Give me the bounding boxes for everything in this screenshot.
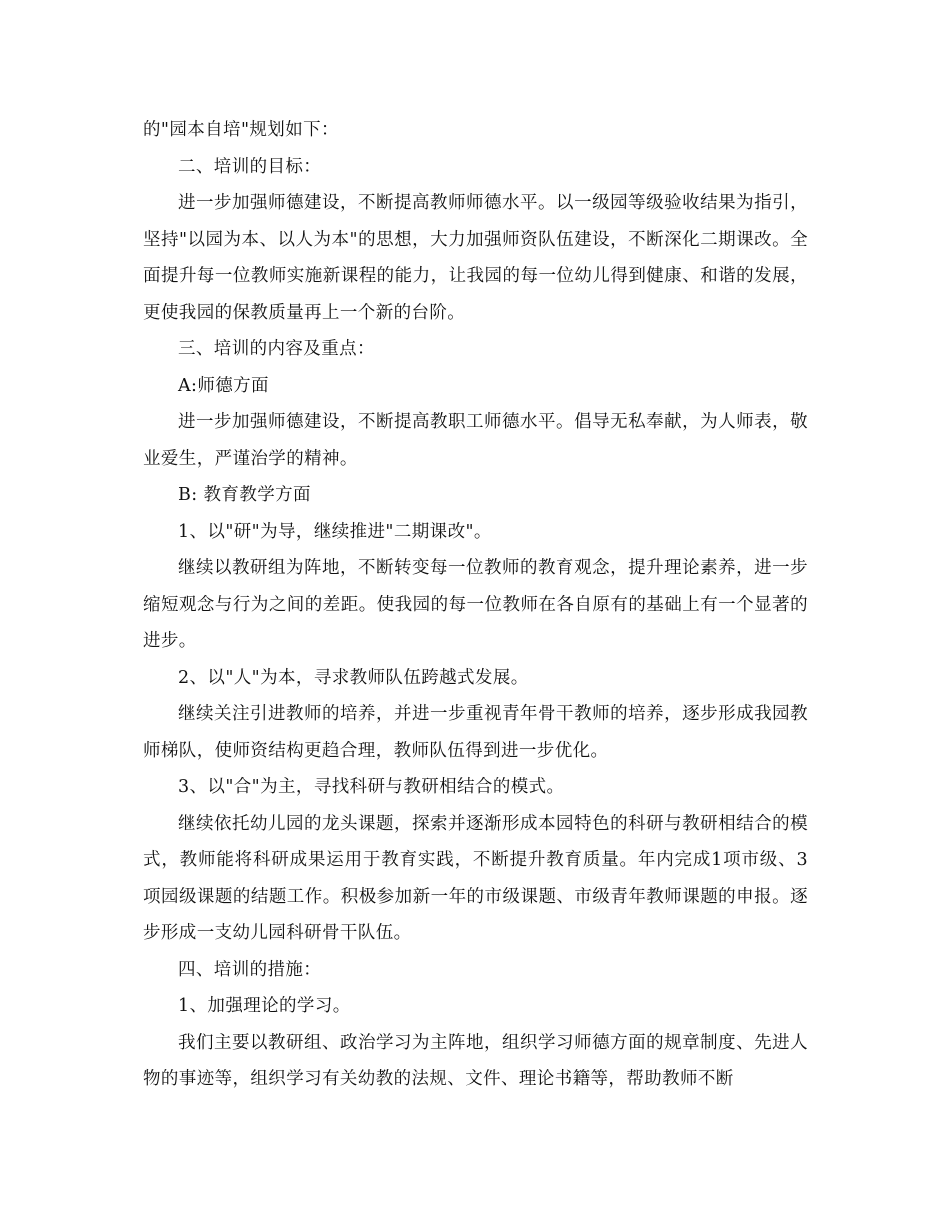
- item-combination: 3、以"合"为主，寻找科研与教研相结合的模式。: [178, 777, 565, 797]
- item-theory-study: 1、加强理论的学习。: [178, 996, 351, 1016]
- heading-training-content: 三、培训的内容及重点：: [178, 339, 375, 359]
- paragraph-people-oriented: 继续关注引进教师的培养，并进一步重视青年骨干教师的培养，逐步形成我园教师梯队，使师资结构更趋合理，教师队伍得到进一步优化。: [143, 704, 808, 761]
- subheading-teaching: B: 教育教学方面: [178, 485, 311, 505]
- document-body: [143, 112, 808, 1098]
- heading-training-goals: 二、培训的目标：: [178, 156, 322, 177]
- item-research-guidance: 1、以"研"为导，继续推进"二期课改"。: [178, 521, 492, 542]
- paragraph-theory-study: 我们主要以教研组、政治学习为主阵地，组织学习师德方面的规章制度、先进人物的事迹等，组织学习有关幼教的法规、文件、理论书籍等，帮助教师不断: [143, 1032, 808, 1089]
- paragraph-research-guidance: 继续以教研组为阵地，不断转变每一位教师的教育观念，提升理论素养，进一步缩短观念与行为之间的差距。使我园的每一位教师在各自原有的基础上有一个显著的进步。: [143, 558, 808, 651]
- paragraph-intro-continuation: 的"园本自培"规划如下：: [143, 120, 339, 140]
- paragraph-training-goals: 进一步加强师德建设，不断提高教师师德水平。以一级园等级验收结果为指引，坚持"以园为本、以人为本"的思想，大力加强师资队伍建设，不断深化二期课改。全面提升每一位教师实施新课程的能力，让我园的每一位幼儿得到健康、和谐的发展，更使我园的保教质量再上一个新的台阶。: [143, 193, 808, 323]
- heading-training-measures: 四、培训的措施：: [178, 959, 322, 980]
- subheading-ethics: A:师德方面: [178, 375, 269, 396]
- item-people-oriented: 2、以"人"为本，寻求教师队伍跨越式发展。: [178, 667, 529, 688]
- paragraph-ethics: 进一步加强师德建设，不断提高教职工师德水平。倡导无私奉献，为人师表，敬业爱生，严谨治学的精神。: [143, 412, 808, 469]
- paragraph-combination: 继续依托幼儿园的龙头课题，探索并逐渐形成本园特色的科研与教研相结合的模式，教师能将科研成果运用于教育实践，不断提升教育质量。年内完成1项市级、3项园级课题的结题工作。积极参加新一年的市级课题、市级青年教师课题的申报。逐步形成一支幼儿园科研骨干队伍。: [143, 813, 808, 943]
